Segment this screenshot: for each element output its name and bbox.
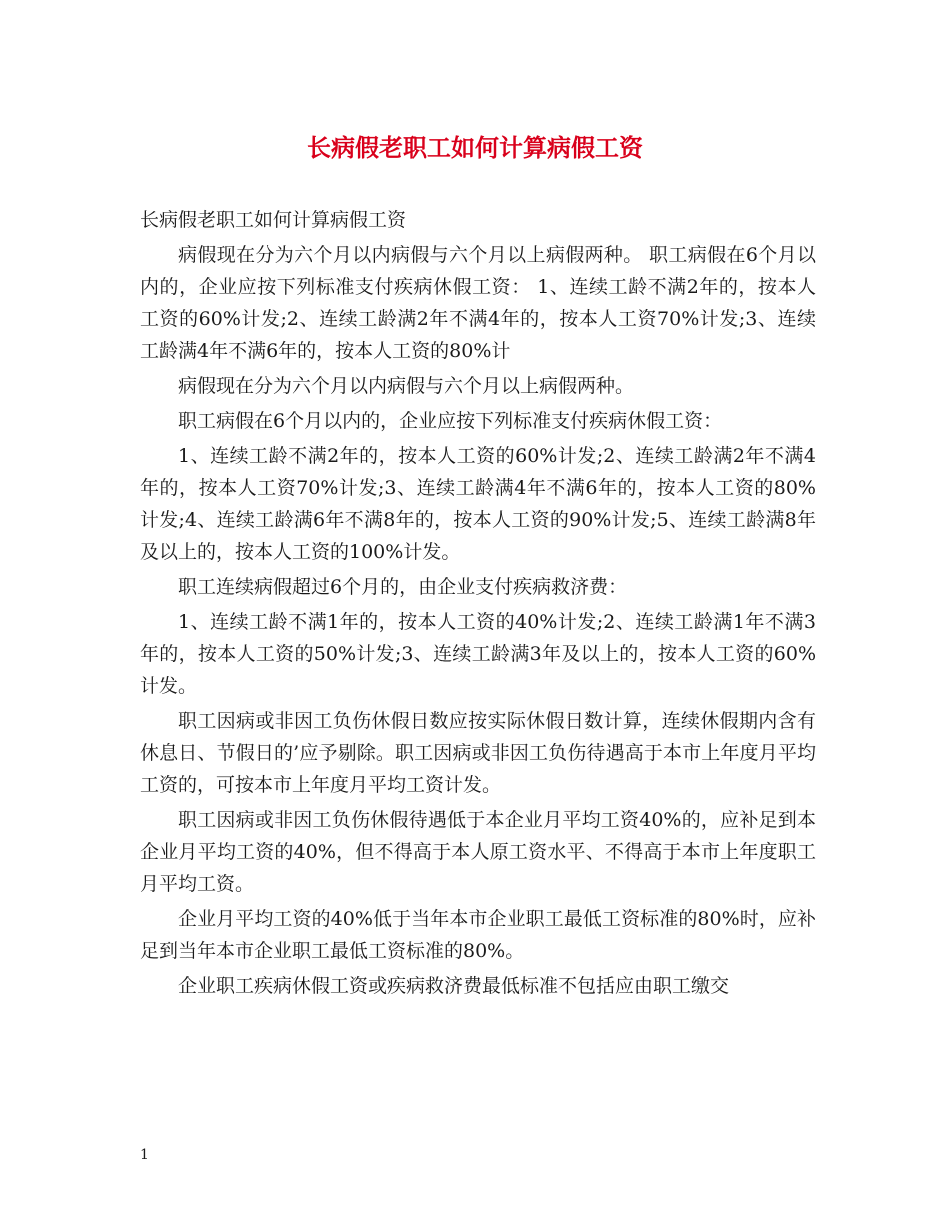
paragraph: 职工连续病假超过6个月的，由企业支付疾病救济费： [178,576,628,598]
document-title: 长病假老职工如何计算病假工资 [307,133,643,162]
document-subtitle: 长病假老职工如何计算病假工资 [140,209,407,231]
paragraph: 病假现在分为六个月以内病假与六个月以上病假两种。 职工病假在6个月以内的，企业应按下列标准支付疾病休假工资： 1、连续工龄不满2年的，按本人工资的60%计发;2、连续工龄满2年不满4年的，按本人工资70%计发;3、连续工龄满4年不满6年的，按本人工资的80%计 [140,244,816,362]
paragraph: 1、连续工龄不满1年的，按本人工资的40%计发;2、连续工龄满1年不满3年的，按本人工资的50%计发;3、连续工龄满3年及以上的，按本人工资的60%计发。 [140,611,816,697]
paragraph: 企业月平均工资的40%低于当年本市企业职工最低工资标准的80%时，应补足到当年本市企业职工最低工资标准的80%。 [140,908,816,962]
paragraph: 职工因病或非因工负伤休假日数应按实际休假日数计算，连续休假期内含有休息日、节假日的’应予剔除。职工因病或非因工负伤待遇高于本市上年度月平均工资的，可按本市上年度月平均工资计发。 [140,710,816,796]
paragraph: 企业职工疾病休假工资或疾病救济费最低标准不包括应由职工缴交 [178,975,730,997]
paragraph: 职工因病或非因工负伤休假待遇低于本企业月平均工资40%的，应补足到本企业月平均工资的40%，但不得高于本人原工资水平、不得高于本市上年度职工月平均工资。 [140,809,816,895]
paragraph: 职工病假在6个月以内的，企业应按下列标准支付疾病休假工资： [178,410,723,432]
paragraph: 1、连续工龄不满2年的，按本人工资的60%计发;2、连续工龄满2年不满4年的，按本人工资70%计发;3、连续工龄满4年不满6年的，按本人工资的80%计发;4、连续工龄满6年不满8年的，按本人工资的90%计发;5、连续工龄满8年及以上的，按本人工资的100%计发。 [140,445,816,563]
page-number: 1 [140,1147,149,1163]
paragraph: 病假现在分为六个月以内病假与六个月以上病假两种。 [178,375,635,397]
document-body [140,204,816,1005]
